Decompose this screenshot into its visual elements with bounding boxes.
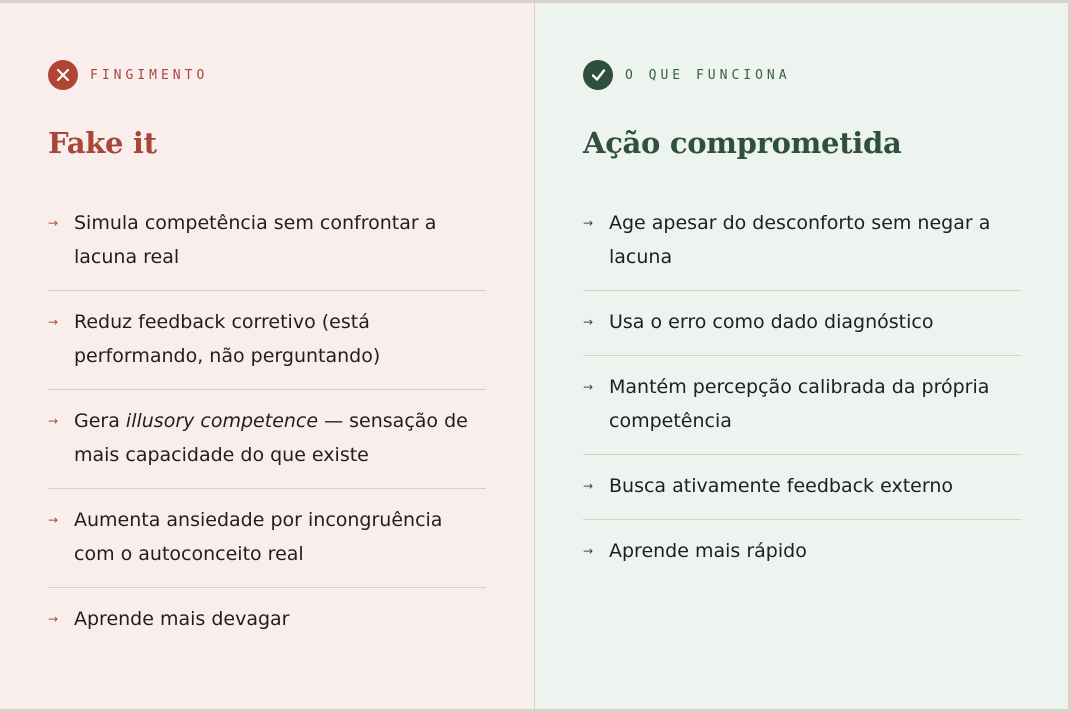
check-circle-icon: [583, 60, 613, 90]
arrow-right-icon: →: [583, 315, 594, 330]
list-item: [583, 291, 1021, 356]
list-item-prefix: Gera: [74, 410, 126, 433]
eyebrow: [48, 59, 486, 91]
list-item: [583, 356, 1021, 455]
eyebrow: [583, 59, 1020, 91]
list-item-text: Aumenta ansiedade por incongruência com o autoconceito real: [74, 509, 443, 566]
list-item: [583, 455, 1021, 520]
list-item-text: Reduz feedback corretivo (está performando, não perguntando): [74, 311, 381, 368]
arrow-right-icon: →: [48, 216, 59, 231]
list-item: [583, 520, 1021, 584]
arrow-right-icon: →: [583, 544, 594, 559]
x-circle-icon: [48, 60, 78, 90]
list-item: [48, 588, 486, 652]
list-item: [48, 390, 486, 489]
arrow-right-icon: →: [48, 513, 59, 528]
arrow-right-icon: →: [583, 216, 594, 231]
list-item-text: Aprende mais rápido: [609, 540, 807, 563]
list-item-text: Age apesar do desconforto sem negar a lacuna: [609, 212, 991, 269]
list-item-text: Busca ativamente feedback externo: [609, 475, 953, 498]
fake-it-panel: [0, 3, 535, 709]
committed-action-list: [583, 194, 1021, 584]
list-item-text: Usa o erro como dado diagnóstico: [609, 311, 934, 334]
eyebrow-label: O QUE FUNCIONA: [625, 68, 791, 83]
panel-title: Ação comprometida: [583, 126, 902, 160]
arrow-right-icon: →: [48, 315, 59, 330]
arrow-right-icon: →: [48, 414, 59, 429]
list-item-text: Simula competência sem confrontar a lacuna real: [74, 212, 437, 269]
list-item: [48, 489, 486, 588]
arrow-right-icon: →: [583, 479, 594, 494]
list-item-text: Mantém percepção calibrada da própria competência: [609, 376, 990, 433]
list-item-text: [74, 404, 486, 472]
fake-it-list: [48, 194, 486, 652]
list-item-suffix: — sensação de mais capacidade do que existe: [74, 410, 468, 467]
list-item: [583, 194, 1021, 291]
list-item: [48, 194, 486, 291]
panel-title: Fake it: [48, 126, 157, 160]
list-item-text: Aprende mais devagar: [74, 608, 290, 631]
arrow-right-icon: →: [48, 612, 59, 627]
list-item-emphasis: illusory competence: [125, 410, 319, 433]
list-item: [48, 291, 486, 390]
arrow-right-icon: →: [583, 380, 594, 395]
committed-action-panel: [535, 3, 1068, 709]
eyebrow-label: FINGIMENTO: [90, 68, 209, 83]
